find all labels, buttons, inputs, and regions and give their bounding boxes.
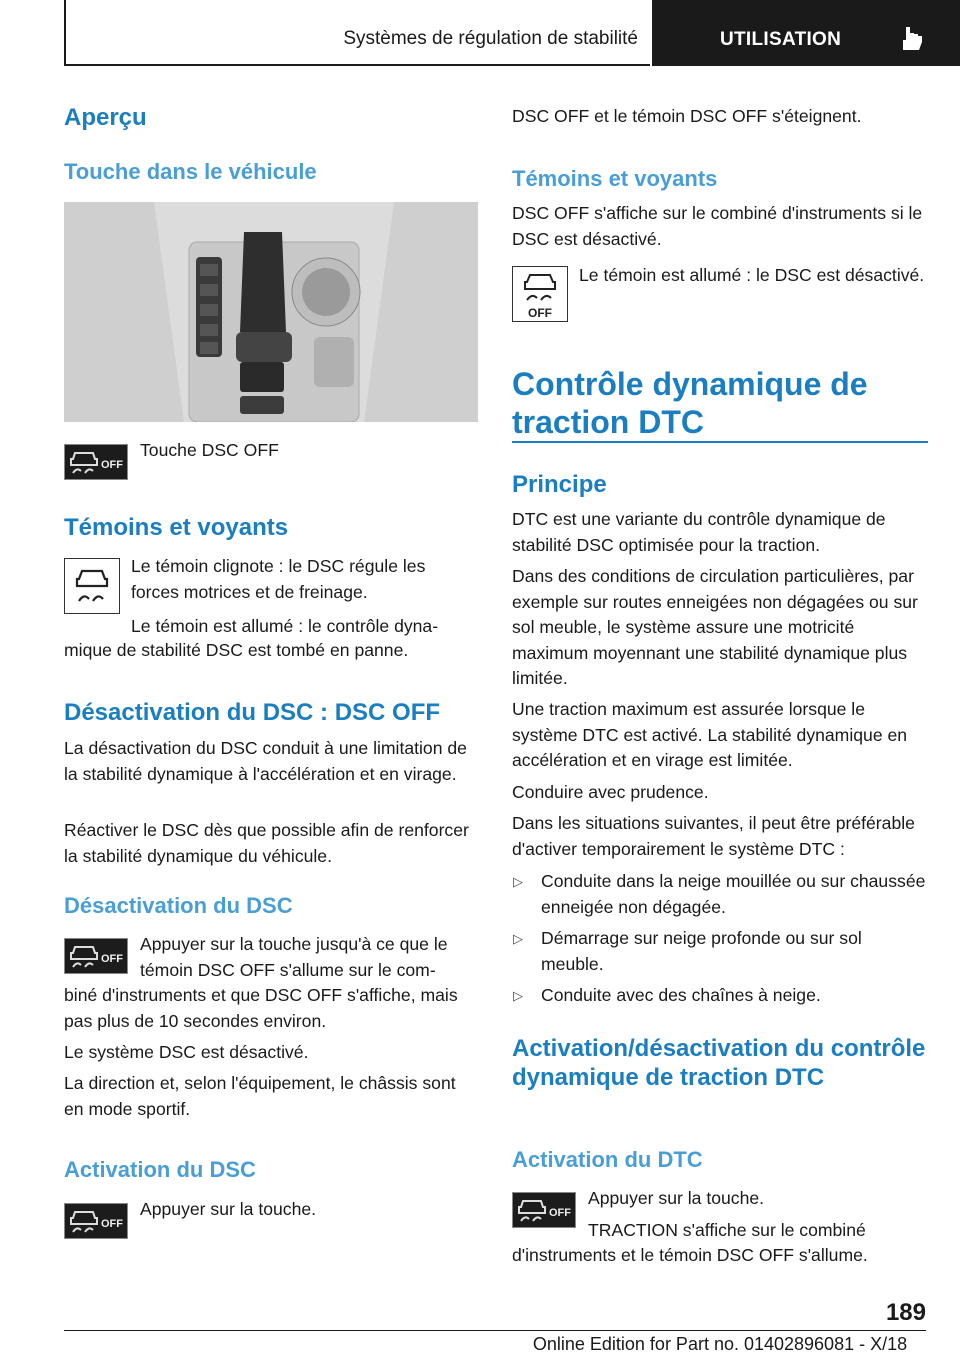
bullet-marker: ▷ xyxy=(513,931,523,946)
dsc-off-lamp-icon xyxy=(512,266,568,322)
heading-principe: Principe xyxy=(512,471,607,498)
svg-text:OFF: OFF xyxy=(101,953,123,965)
heading-desactivation-dsc: Désactivation du DSC xyxy=(64,893,293,918)
list-item: Conduite avec des chaînes à neige. xyxy=(541,985,821,1005)
footer-edition: Online Edition for Part no. 01402896081 - X/18 xyxy=(532,1334,908,1354)
principe-p2: Dans des conditions de circulation particulières, par exemple sur routes enneigées non dégagées ou sur sol meuble, le système assure une motricité maximum moyennant une stabilité dynamique plus limitée. xyxy=(512,566,918,688)
temoins-right-p1: DSC OFF s'affiche sur le combiné d'instruments si le DSC est désactivé. xyxy=(512,203,923,249)
temoins-left-p2a: Le témoin est allumé : le contrôle dyna- xyxy=(131,616,439,636)
bullet-marker: ▷ xyxy=(513,988,523,1003)
heading-activation-dtc: Activation du DTC xyxy=(512,1147,703,1172)
activation-dtc-p1: Appuyer sur la touche. xyxy=(588,1188,765,1208)
center-console-photo xyxy=(64,202,478,422)
bullet-marker: ▷ xyxy=(513,874,523,889)
temoins-right-p2: Le témoin est allumé : le DSC est désactivé. xyxy=(579,265,925,285)
dsc-off-button-icon-2 xyxy=(64,938,128,974)
pointing-hand-icon xyxy=(897,24,927,54)
heading-touche-vehicule: Touche dans le véhicule xyxy=(64,159,317,184)
principe-p1: DTC est une variante du contrôle dynamique de stabilité DSC optimisée pour la traction. xyxy=(512,509,886,555)
activation-dsc-p1: Appuyer sur la touche. xyxy=(140,1199,317,1219)
header-bottom-rule xyxy=(64,64,650,66)
desactivation-p2: Réactiver le DSC dès que possible afin de renforcer la stabilité dynamique du véhicule. xyxy=(64,820,469,866)
svg-text:OFF: OFF xyxy=(101,459,123,471)
temoins-left-p1: Le témoin clignote : le DSC régule les forces motrices et de freinage. xyxy=(131,556,426,602)
heading-apercu: Aperçu xyxy=(64,104,147,131)
desact-dsc-p3: La direction et, selon l'équipement, le châssis sont en mode sportif. xyxy=(64,1073,456,1119)
heading-desactivation-dsc-off: Désactivation du DSC : DSC OFF xyxy=(64,699,441,726)
heading-temoins-left: Témoins et voyants xyxy=(64,514,289,541)
dsc-off-button-icon-3 xyxy=(64,1203,128,1239)
principe-p4: Conduire avec prudence. xyxy=(512,782,709,802)
header-section-title: Systèmes de régulation de stabilité xyxy=(343,28,638,49)
activation-dtc-p2a: TRACTION s'affiche sur le combiné xyxy=(588,1220,866,1240)
heading-activation-dsc: Activation du DSC xyxy=(64,1157,256,1182)
page-number: 189 xyxy=(885,1299,926,1326)
svg-text:OFF: OFF xyxy=(549,1207,571,1219)
list-item: Conduite dans la neige mouillée ou sur chaussée enneigée non dégagée. xyxy=(541,871,926,917)
principe-p5: Dans les situations suivantes, il peut être préférable d'activer temporairement le système DTC : xyxy=(512,813,915,859)
activation-dtc-p2b: d'instruments et le témoin DSC OFF s'allume. xyxy=(512,1245,868,1265)
principe-p3: Une traction maximum est assurée lorsque le système DTC est activé. La stabilité dynamique en accélération et en virage est limitée. xyxy=(512,699,908,770)
touche-caption: Touche DSC OFF xyxy=(140,440,279,460)
console-illustration xyxy=(64,202,478,422)
footer-rule xyxy=(64,1330,926,1331)
right-top-paragraph: DSC OFF et le témoin DSC OFF s'éteignent. xyxy=(512,106,862,126)
chapter-heading-dtc: Contrôle dynamique de traction DTC xyxy=(512,366,868,440)
header-chapter-tab xyxy=(652,0,960,66)
desact-dsc-p1a: Appuyer sur la touche jusqu'à ce que le témoin DSC OFF s'allume sur le com- xyxy=(140,934,448,980)
list-item: Démarrage sur neige profonde ou sur sol meuble. xyxy=(541,928,862,974)
heading-activation-desactivation-dtc: Activation/désactivation du contrôle dynamique de traction DTC xyxy=(512,1035,926,1091)
svg-text:OFF: OFF xyxy=(528,306,552,320)
svg-text:OFF: OFF xyxy=(101,1218,123,1230)
heading-temoins-right: Témoins et voyants xyxy=(512,166,718,191)
chapter-rule xyxy=(512,441,928,443)
desactivation-p1: La désactivation du DSC conduit à une limitation de la stabilité dynamique à l'accélération et en virage. xyxy=(64,738,467,784)
header-chapter-title: UTILISATION xyxy=(720,29,842,50)
desact-dsc-p1b: biné d'instruments et que DSC OFF s'affiche, mais pas plus de 10 secondes environ. xyxy=(64,985,458,1031)
dtc-button-icon xyxy=(512,1192,576,1228)
header-left-rule xyxy=(64,0,66,66)
dsc-off-button-icon xyxy=(64,444,128,480)
dsc-warning-lamp-icon xyxy=(64,558,120,614)
temoins-left-p2b: mique de stabilité DSC est tombé en panne. xyxy=(64,640,409,660)
desact-dsc-p2: Le système DSC est désactivé. xyxy=(64,1042,309,1062)
